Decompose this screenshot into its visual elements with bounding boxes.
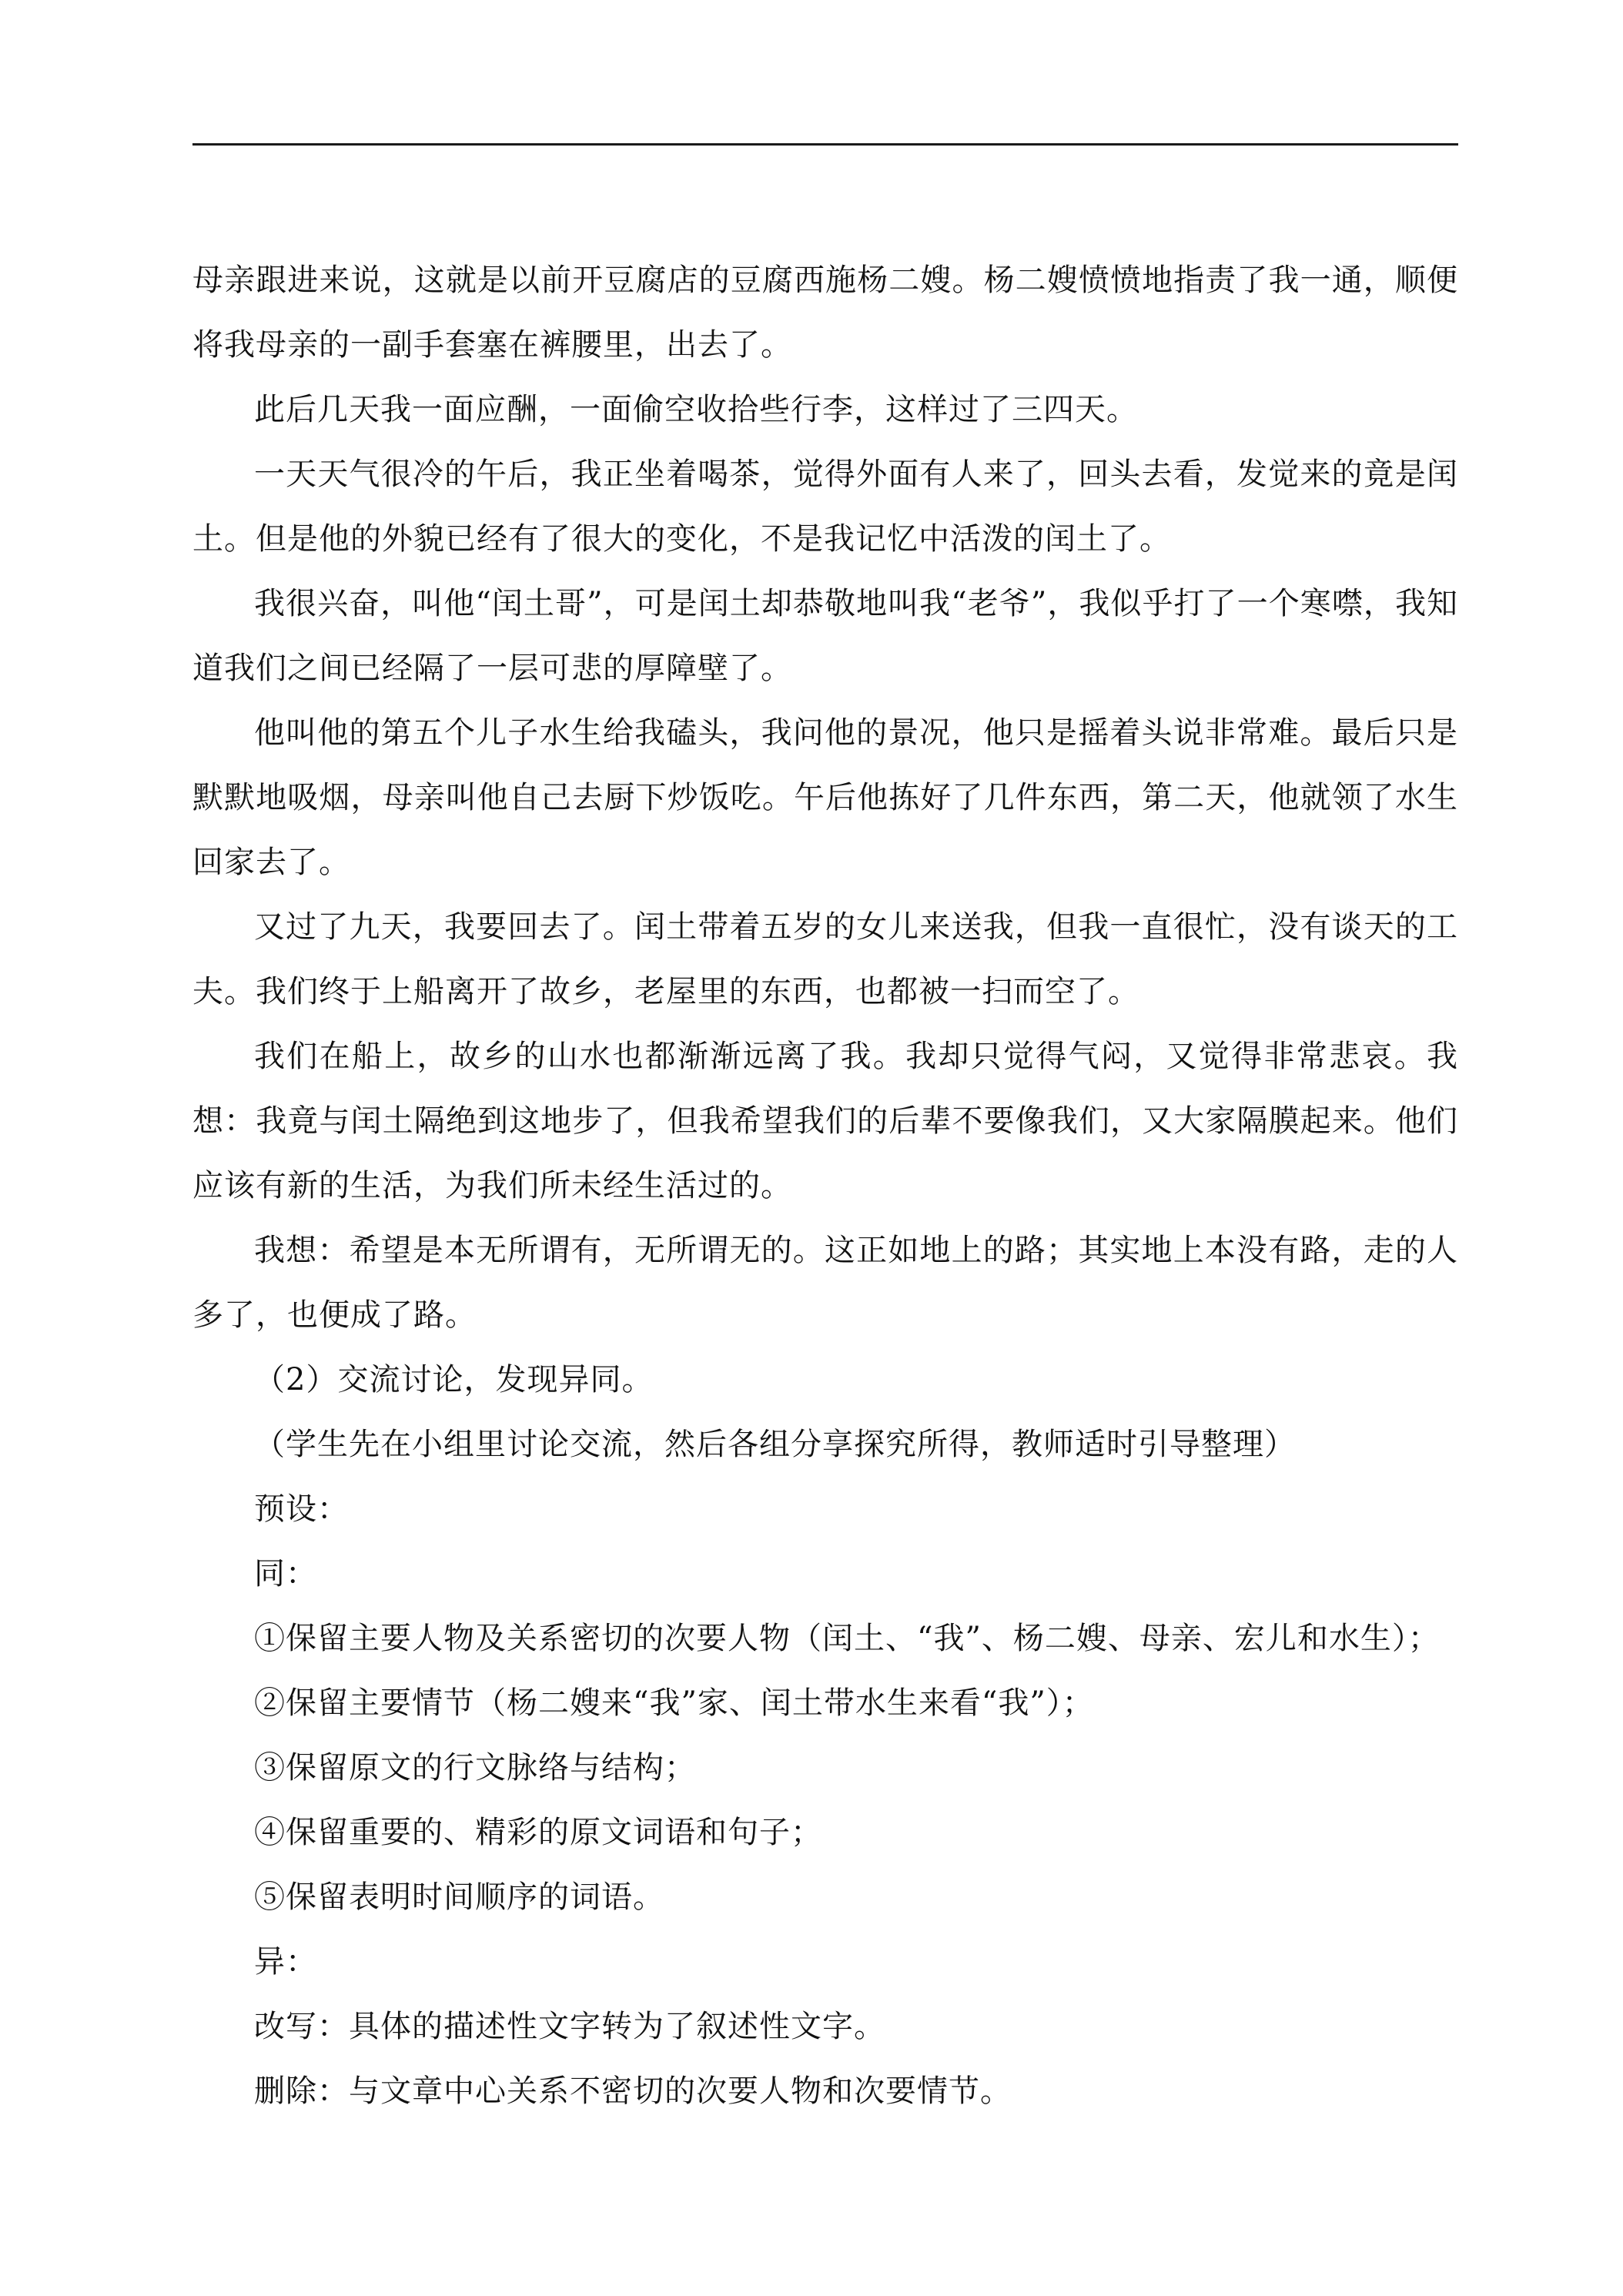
paragraph: 此后几天我一面应酬，一面偷空收拾些行李，这样过了三四天。 <box>254 392 1138 427</box>
document-body <box>192 248 1458 2124</box>
paragraph: 母亲跟进来说，这就是以前开豆腐店的豆腐西施杨二嫂。杨二嫂愤愤地指责了我一通，顺便将我母亲的一副手套塞在裤腰里，出去了。 <box>192 263 1458 363</box>
list-item: ②保留主要情节（杨二嫂来“我”家、闰土带水生来看“我”）； <box>254 1685 1094 1721</box>
list-item: 删除：与文章中心关系不密切的次要人物和次要情节。 <box>254 2073 1012 2109</box>
list-item: ①保留主要人物及关系密切的次要人物（闰土、“我”、杨二嫂、母亲、宏儿和水生）； <box>254 1621 1440 1656</box>
section-heading: （2）交流讨论，发现异同。 <box>254 1362 654 1397</box>
paragraph: 他叫他的第五个儿子水生给我磕头，我问他的景况，他只是摇着头说非常难。最后只是默默地吸烟，母亲叫他自己去厨下炒饭吃。午后他拣好了几件东西，第二天，他就领了水生回家去了。 <box>192 715 1458 880</box>
instruction-note: （学生先在小组里讨论交流，然后各组分享探究所得，教师适时引导整理） <box>254 1427 1296 1462</box>
list-item: ④保留重要的、精彩的原文词语和句子； <box>254 1815 822 1850</box>
paragraph: 我很兴奋，叫他“闰土哥”，可是闰土却恭敬地叫我“老爷”，我似乎打了一个寒噤，我知道我们之间已经隔了一层可悲的厚障壁了。 <box>192 586 1458 686</box>
label-preset: 预设： <box>254 1491 349 1527</box>
paragraph: 又过了九天，我要回去了。闰土带着五岁的女儿来送我，但我一直很忙，没有谈天的工夫。我们终于上船离开了故乡，老屋里的东西，也都被一扫而空了。 <box>192 909 1458 1009</box>
list-item: ⑤保留表明时间顺序的词语。 <box>254 1879 664 1915</box>
paragraph: 一天天气很冷的午后，我正坐着喝茶，觉得外面有人来了，回头去看，发觉来的竟是闰土。但是他的外貌已经有了很大的变化，不是我记忆中活泼的闰土了。 <box>192 457 1458 557</box>
paragraph: 我们在船上，故乡的山水也都渐渐远离了我。我却只觉得气闷，又觉得非常悲哀。我想：我竟与闰土隔绝到这地步了，但我希望我们的后辈不要像我们，又大家隔膜起来。他们应该有新的生活，为我们所未经生活过的。 <box>192 1039 1458 1203</box>
label-different: 异： <box>254 1944 317 1980</box>
paragraph: 我想：希望是本无所谓有，无所谓无的。这正如地上的路；其实地上本没有路，走的人多了，也便成了路。 <box>192 1233 1458 1333</box>
list-item: ③保留原文的行文脉络与结构； <box>254 1750 696 1786</box>
label-same: 同： <box>254 1556 317 1591</box>
list-item: 改写：具体的描述性文字转为了叙述性文字。 <box>254 2009 885 2044</box>
header-rule <box>192 143 1458 146</box>
